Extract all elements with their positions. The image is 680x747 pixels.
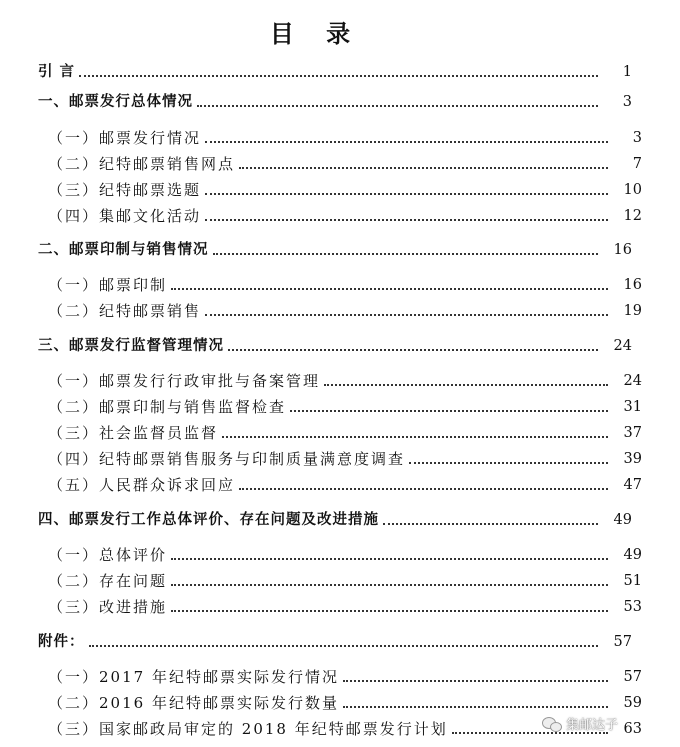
toc-subsection-entry <box>0 691 680 713</box>
toc-entry-label: （三）社会监督员监督 <box>48 424 219 442</box>
toc-dot-leader <box>171 287 608 290</box>
toc-section-entry <box>0 238 670 260</box>
toc-dot-leader <box>239 166 608 169</box>
toc-dot-leader <box>383 522 598 525</box>
toc-page-number: 51 <box>623 573 642 589</box>
toc-page-number: 3 <box>622 94 632 110</box>
toc-page-number: 57 <box>623 669 642 685</box>
toc-page-number: 12 <box>623 208 642 224</box>
toc-entry-label: （一）邮票发行情况 <box>48 129 202 147</box>
toc-dot-leader <box>79 74 598 77</box>
toc-dot-leader <box>205 140 608 143</box>
toc-entry-label: （一）总体评价 <box>48 546 168 564</box>
toc-entry-label: （二）2016 年纪特邮票实际发行数量 <box>48 694 339 712</box>
toc-entry-label: （二）纪特邮票销售网点 <box>48 155 236 173</box>
toc-page-number: 47 <box>623 477 642 493</box>
toc-subsection-entry <box>0 595 680 617</box>
toc-page-number: 16 <box>623 277 642 293</box>
wechat-icon <box>542 717 562 731</box>
toc-dot-leader <box>205 218 608 221</box>
toc-subsection-entry <box>0 665 680 687</box>
toc-entry-label: 引 言 <box>38 64 76 80</box>
toc-dot-leader <box>171 583 608 586</box>
toc-dot-leader <box>409 461 608 464</box>
toc-section-entry <box>0 334 670 356</box>
toc-page-number: 24 <box>613 338 632 354</box>
toc-dot-leader <box>205 192 608 195</box>
toc-page-number: 7 <box>632 156 642 172</box>
toc-entry-label: （四）集邮文化活动 <box>48 207 202 225</box>
toc-page-number: 49 <box>613 512 632 528</box>
toc-dot-leader <box>213 252 599 255</box>
toc-subsection-entry <box>0 152 680 174</box>
toc-dot-leader <box>343 679 608 682</box>
toc-entry-label: （三）改进措施 <box>48 598 168 616</box>
toc-section-entry <box>0 508 670 530</box>
toc-entry-label: （二）邮票印制与销售监督检查 <box>48 398 287 416</box>
watermark <box>542 714 618 733</box>
toc-entry-label: （一）邮票印制 <box>48 276 168 294</box>
toc-page-number: 3 <box>632 130 642 146</box>
toc-dot-leader <box>324 383 608 386</box>
toc-page-number: 49 <box>623 547 642 563</box>
toc-section-entry <box>0 630 670 652</box>
toc-entry-label: （四）纪特邮票销售服务与印制质量满意度调查 <box>48 450 406 468</box>
toc-entry-label: 四、邮票发行工作总体评价、存在问题及改进措施 <box>38 512 379 528</box>
toc-subsection-entry <box>0 421 680 443</box>
toc-entry-label: 三、邮票发行监督管理情况 <box>38 338 224 354</box>
toc-entry-label: （二）纪特邮票销售 <box>48 302 202 320</box>
toc-subsection-entry <box>0 126 680 148</box>
toc-subsection-entry <box>0 273 680 295</box>
toc-section-entry <box>0 60 670 82</box>
toc-section-entry <box>0 90 670 112</box>
toc-page-number: 1 <box>622 64 632 80</box>
toc-subsection-entry <box>0 395 680 417</box>
toc-page-number: 31 <box>623 399 642 415</box>
toc-dot-leader <box>171 557 608 560</box>
toc-dot-leader <box>239 487 608 490</box>
toc-subsection-entry <box>0 447 680 469</box>
toc-dot-leader <box>290 409 608 412</box>
toc-dot-leader <box>171 609 608 612</box>
toc-entry-label: （二）存在问题 <box>48 572 168 590</box>
toc-entry-label: 二、邮票印制与销售情况 <box>38 242 209 258</box>
toc-subsection-entry <box>0 178 680 200</box>
toc-subsection-entry <box>0 204 680 226</box>
toc-subsection-entry <box>0 369 680 391</box>
toc-subsection-entry <box>0 473 680 495</box>
toc-page-number: 10 <box>623 182 642 198</box>
page-title: 目 录 <box>269 20 363 48</box>
toc-dot-leader <box>222 435 608 438</box>
toc-page-number: 57 <box>613 634 632 650</box>
toc-entry-label: （一）邮票发行行政审批与备案管理 <box>48 372 321 390</box>
toc-entry-label: （一）2017 年纪特邮票实际发行情况 <box>48 668 339 686</box>
toc-page-number: 16 <box>613 242 632 258</box>
toc-subsection-entry <box>0 543 680 565</box>
toc-page-number: 53 <box>623 599 642 615</box>
toc-entry-label: 附件： <box>38 634 85 650</box>
toc-dot-leader <box>205 313 608 316</box>
toc-dot-leader <box>343 705 608 708</box>
toc-page-number: 59 <box>623 695 642 711</box>
toc-page-number: 19 <box>623 303 642 319</box>
toc-dot-leader <box>228 348 598 351</box>
toc-entry-label: （三）纪特邮票选题 <box>48 181 202 199</box>
toc-entry-label: （三）国家邮政局审定的 2018 年纪特邮票发行计划 <box>48 720 448 738</box>
toc-page-number: 63 <box>623 721 642 737</box>
watermark-text: 集邮达子 <box>565 718 618 733</box>
toc-dot-leader <box>197 104 598 107</box>
toc-page-number: 24 <box>623 373 642 389</box>
toc-entry-label: （五）人民群众诉求回应 <box>48 476 236 494</box>
toc-dot-leader <box>89 644 599 647</box>
toc-page-number: 37 <box>623 425 642 441</box>
toc-entry-label: 一、邮票发行总体情况 <box>38 94 193 110</box>
toc-subsection-entry <box>0 569 680 591</box>
toc-page-number: 39 <box>623 451 642 467</box>
toc-subsection-entry <box>0 299 680 321</box>
